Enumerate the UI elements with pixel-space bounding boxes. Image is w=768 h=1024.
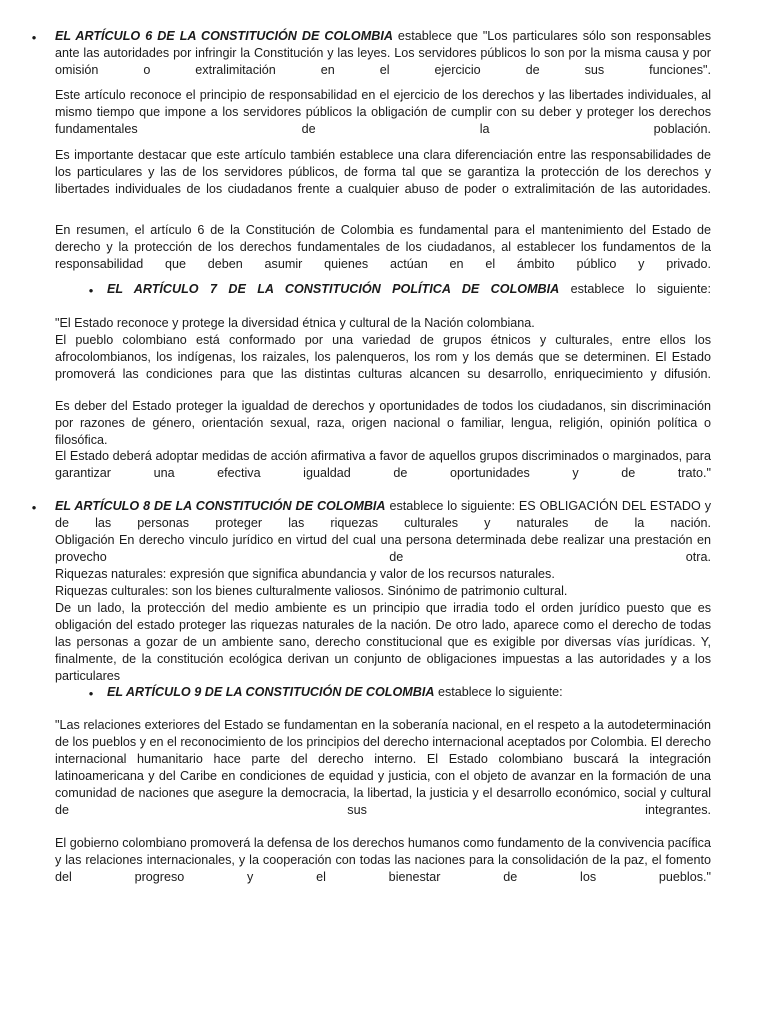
article-7-paragraph: "El Estado reconoce y protege la diversidad étnica y cultural de la Nación colombiana. xyxy=(55,316,535,330)
article-7-intro-text: establece lo siguiente: xyxy=(559,282,711,296)
article-6-paragraph: Es importante destacar que este artículo también establece una clara diferenciación entre las responsabilidades de los particulares y las de los servidores públicos, de forma tal que se garantiza la protección de los derechos y libertades individuales de los ciudadanos frente a cualquier abuso de poder o extralimitación de las autoridades. xyxy=(55,148,711,197)
article-6-intro-text: establece que "Los particulares sólo son responsables ante las autoridades por infringir la Constitución y las leyes. Los servidores públicos lo son por la misma causa y por omisión o extralimitación en el ejercicio de sus funciones". xyxy=(55,29,711,78)
bullet-marker: • xyxy=(88,283,94,298)
article-8-intro-text: establece lo siguiente: ES OBLIGACIÓN DEL ESTADO y de las personas proteger las riquezas culturales y naturales de la nación. xyxy=(55,499,711,531)
bullet-marker: • xyxy=(88,686,94,701)
article-8-paragraph: Riquezas naturales: expresión que significa abundancia y valor de los recursos naturales. xyxy=(55,567,555,581)
article-6-paragraph: Este artículo reconoce el principio de responsabilidad en el ejercicio de los derechos y las libertades individuales, al mismo tiempo que impone a los servidores públicos la obligación de cumplir con su deber y proteger los derechos fundamentales de la población. xyxy=(55,88,711,137)
article-7-heading: EL ARTÍCULO 7 DE LA CONSTITUCIÓN POLÍTICA DE COLOMBIA xyxy=(107,282,560,296)
article-9-intro-text: establece lo siguiente: xyxy=(434,685,563,699)
article-8-paragraph: Obligación En derecho vinculo jurídico en virtud del cual una persona determinada debe realizar una prestación en provecho de otra. xyxy=(55,533,711,565)
article-7-intro xyxy=(107,281,711,315)
article-7-paragraph: El pueblo colombiano está conformado por una variedad de grupos étnicos y culturales, entre ellos los afrocolombianos, los indígenas, los raizales, los palenqueros, los rom y los demás que se determinen. El Estado promoverá las condiciones para que las distintas culturas alcancen su desarrollo, enriquecimiento y difusión. xyxy=(55,333,711,382)
article-7-paragraph: Es deber del Estado proteger la igualdad de derechos y oportunidades de todos los ciudadanos, sin discriminación por razones de género, orientación sexual, raza, origen nacional o familiar, lengua, religión, opinión política o filosófica. xyxy=(55,399,711,448)
article-9-paragraph: El gobierno colombiano promoverá la defensa de los derechos humanos como fundamento de la convivencia pacífica y las relaciones internacionales, y la cooperación con todas las naciones para la consolidación de la paz, el fomento del progreso y el bienestar de los pueblos." xyxy=(55,836,711,885)
article-8-paragraph: Riquezas culturales: son los bienes culturalmente valiosos. Sinónimo de patrimonio cultural. xyxy=(55,584,568,598)
article-9-intro xyxy=(107,684,711,701)
article-9-paragraph: "Las relaciones exteriores del Estado se fundamentan en la soberanía nacional, en el respeto a la autodeterminación de los pueblos y en el reconocimiento de los principios del derecho internacional aceptados por Colombia. El derecho internacional humanitario hace parte del derecho interno. El Estado colombiano buscará la integración latinoamericana y del Caribe en condiciones de equidad y justicia, con el objeto de avanzar en la formación de una comunidad de naciones que asegure la democracia, la libertad, la justicia y el desarrollo económico, social y cultural de sus integrantes. xyxy=(55,718,711,818)
article-9-heading: EL ARTÍCULO 9 DE LA CONSTITUCIÓN DE COLOMBIA xyxy=(107,685,435,699)
article-6-paragraph: En resumen, el artículo 6 de la Constitución de Colombia es fundamental para el mantenimiento del Estado de derecho y la protección de los derechos fundamentales de los ciudadanos, al establecer los fundamentos de la responsabilidad que deben asumir quienes actúan en el ámbito público y privado. xyxy=(55,223,711,272)
bullet-marker: • xyxy=(31,30,37,45)
bullet-marker: • xyxy=(31,500,37,515)
article-6-heading: EL ARTÍCULO 6 DE LA CONSTITUCIÓN DE COLOMBIA xyxy=(55,29,393,43)
article-8-heading: EL ARTÍCULO 8 DE LA CONSTITUCIÓN DE COLOMBIA xyxy=(55,499,386,513)
article-8-paragraph: De un lado, la protección del medio ambiente es un principio que irradia todo el orden jurídico puesto que es obligación del estado proteger las riquezas naturales de la nación. De otro lado, aparece como el derecho de todas las personas a gozar de un ambiente sano, derecho constitucional que es exigible por diversas vías jurídicas. Y, finalmente, de la constitución ecológica derivan un conjunto de obligaciones impuestas a las autoridades y a los particulares xyxy=(55,601,711,684)
article-7-paragraph: El Estado deberá adoptar medidas de acción afirmativa a favor de aquellos grupos discriminados o marginados, para garantizar una efectiva igualdad de oportunidades y de trato." xyxy=(55,449,711,481)
